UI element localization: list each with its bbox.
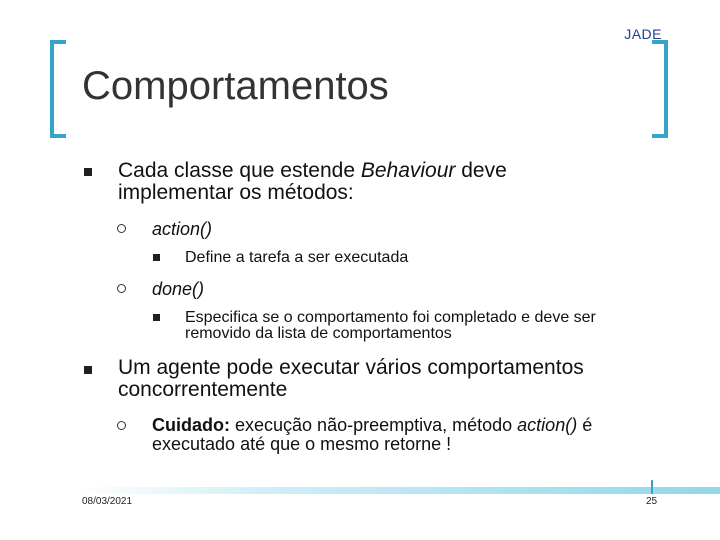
bullet-square-icon: [84, 168, 92, 176]
bullet-1-line-1: [118, 160, 507, 182]
header-label: JADE: [624, 26, 662, 42]
bullet-square-icon: [84, 366, 92, 374]
footer-tick: [651, 480, 653, 494]
footer-date: 08/03/2021: [82, 496, 133, 507]
sub-sub-bullet-done-detail-2: removido da lista de comportamentos: [185, 325, 452, 342]
bullet-1-line-2: implementar os métodos:: [118, 181, 354, 204]
bullet-1-text-end: deve: [455, 159, 507, 182]
sub-sub-bullet-action-detail: Define a tarefa a ser executada: [185, 249, 409, 266]
page-number: 25: [646, 496, 658, 507]
sub-bullet-action: [152, 219, 212, 239]
sub-sub-bullet-done-detail-1: Especifica se o comportamento foi completado e deve ser: [185, 309, 596, 326]
bullet-square-icon: [153, 314, 160, 321]
bullet-square-icon: [153, 254, 160, 261]
bullet-2-line-1: Um agente pode executar vários comportamentos: [118, 356, 584, 379]
warning-label: Cuidado:: [152, 415, 230, 435]
slide-title: Comportamentos: [82, 64, 389, 108]
title-bracket-right: [652, 40, 668, 138]
sub-bullet-done-label: done(): [152, 279, 205, 299]
title-bracket-left: [50, 40, 66, 138]
warning-text-end: é: [577, 415, 593, 435]
bullet-1-emphasis: Behaviour: [360, 159, 456, 182]
warning-text: execução não-preemptiva, método: [230, 415, 518, 435]
bullet-circle-icon: [117, 421, 126, 430]
warning-method: action(): [517, 415, 578, 435]
footer-divider: [75, 487, 720, 494]
bullet-circle-icon: [117, 224, 126, 233]
bullet-circle-icon: [117, 284, 126, 293]
sub-bullet-action-label: action(): [152, 219, 213, 239]
bullet-1-text: Cada classe que estende: [118, 159, 361, 182]
bullet-2-line-2: concorrentemente: [118, 378, 288, 401]
sub-bullet-warning-line-1: [152, 415, 592, 435]
sub-bullet-done: [152, 279, 204, 299]
sub-bullet-warning-line-2: executado até que o mesmo retorne !: [152, 434, 452, 454]
